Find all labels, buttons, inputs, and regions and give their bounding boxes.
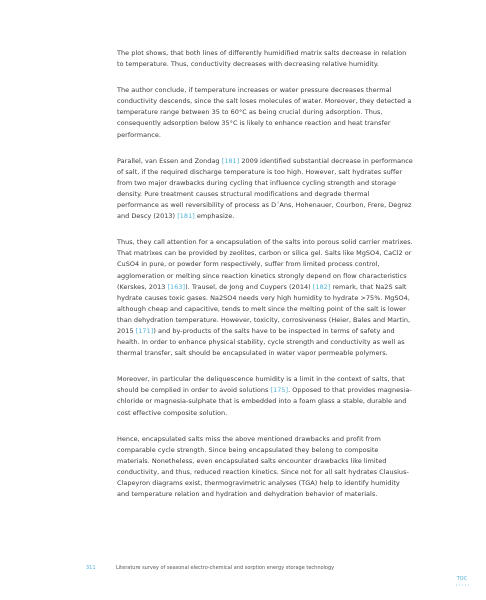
paragraph-text: remark, that Na2S salt hydrate causes toxic gases. Na2SO4 needs very high humidity to hydrate >75%. MgSO4, although cheap and capacitive, tends to melt since the melting point of the salt is lower than dehydration temperature. However, toxicity, corrosiveness (Heier, Bales and Martin, 2015 — [117, 282, 411, 335]
citation-link[interactable]: [175] — [270, 386, 289, 395]
citation-link[interactable]: [163] — [167, 282, 186, 291]
paragraph — [117, 434, 413, 501]
toc-link[interactable] — [455, 576, 469, 586]
paragraph — [117, 48, 413, 70]
paragraph-text: 2009 identified substantial decrease in performance of salt, if the required discharge temperature is too high. However, salt hydrates suffer from two major drawbacks during cycling that influence cycling strength and storage density. Pure treatment causes structural modifications and degrade thermal performance as well reversibility of process as D´Ans, Hohenauer, Courbon, Frere, Degrez and Descy (2013) — [117, 156, 413, 221]
toc-dots-icon — [455, 584, 469, 586]
paragraph-text: ) and by-products of the salts have to be inspected in terms of safety and health. In order to enhance physical stability, cycle strength and conductivity as well as thermal transfer, salt should be encapsulated in water vapor permeable polymers. — [117, 326, 405, 358]
paragraph — [117, 237, 413, 359]
page-number: 311 — [86, 565, 96, 571]
paragraph-text: . Opposed to that provides magnesia-chloride or magnesia-sulphate that is embedded into a foam glass a stable, durable and cost effective composite solution. — [117, 386, 412, 417]
paragraph — [117, 156, 413, 223]
paragraph-text: The plot shows, that both lines of differently humidified matrix salts decrease in relation to temperature. Thus, conductivity decreases with decreasing relative humidity. — [117, 49, 407, 69]
citation-link[interactable]: [182] — [312, 282, 331, 291]
paragraph-text: Moreover, in particular the deliquescence humidity is a limit in the context of salts, that should be complied in order to avoid solutions — [117, 375, 405, 395]
citation-link[interactable]: [181] — [221, 156, 240, 165]
toc-label: TOC — [456, 576, 468, 582]
paragraph-text: ). Trausel, de Jong and Cuypers (2014) — [185, 282, 313, 291]
citation-link[interactable]: [171] — [135, 326, 154, 335]
citation-link[interactable]: [181] — [177, 212, 195, 221]
paragraph — [117, 374, 413, 418]
paragraph — [117, 85, 413, 140]
running-title: Literature survey of seasonal electro-chemical and sorption energy storage technology — [116, 565, 335, 571]
paragraph-text: Parallel, van Essen and Zondag — [117, 156, 222, 165]
paragraph-text: The author conclude, if temperature increases or water pressure decreases thermal conductivity descends, since the salt loses molecules of water. Moreover, they detected a temperature range between 35 to 60°C as being crucial during adsorption. Thus, consequently adsorption below 35°C is likely to enhance reaction and heat transfer performance. — [117, 86, 412, 139]
paragraph-text: Hence, encapsulated salts miss the above mentioned drawbacks and profit from comparable cycle strength. Since being encapsulated they belong to composite materials. Nonetheless, even encapsulated salts encounter drawbacks like limited conductivity, and thus, reduced reaction kinetics. Since not for all salt hydrates Clausius-Clapeyron diagrams exist, thermogravimetric analyses (TGA) help to identify humidity and temperature relation and hydration and dehydration behavior of materials. — [117, 434, 409, 499]
paragraph-text: Thus, they call attention for a encapsulation of the salts into porous solid carrier matrixes. That matrixes can be provided by zeolites, carbon or silica gel. Salts like MgSO4, CaCl2 or CuSO4 in pure, or powder form respectively, suffer from limited process control, agglomeration or melting since reaction kinetics strongly depend on flow characteristics (Kerskes, 2013 — [117, 238, 413, 291]
paragraph-text: emphasize. — [194, 212, 235, 221]
body-text — [117, 48, 413, 515]
page-footer — [86, 565, 334, 571]
